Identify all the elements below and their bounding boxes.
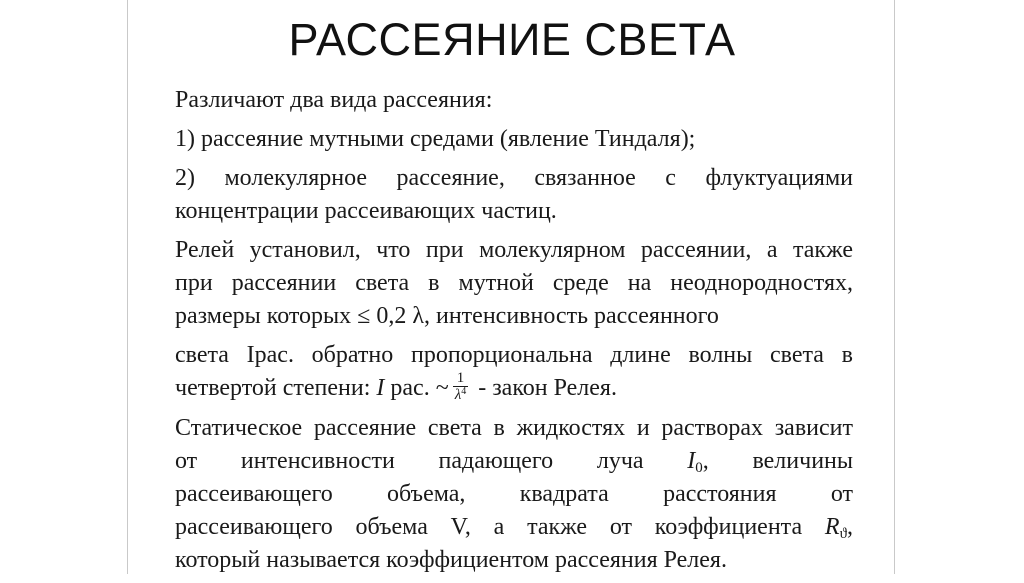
static-line2-comma: , величины (702, 447, 854, 474)
inverse-lambda-fraction (453, 370, 469, 403)
i0-letter: I (687, 447, 696, 474)
incident-intensity-symbol (687, 448, 853, 474)
intensity-prefix: четвертой степени: (175, 375, 371, 401)
slide (127, 0, 895, 574)
intensity-line2 (175, 369, 853, 406)
lambda-symbol: λ (454, 386, 462, 403)
static-line2 (175, 445, 853, 478)
static-line2-text: от интенсивности падающего луча (175, 447, 644, 474)
rayleigh-line1: Релей установил, что при молекулярном рассеянии, а также (175, 237, 853, 263)
rayleigh-law-label: - закон Релея. (478, 375, 617, 401)
slide-title: РАССЕЯНИЕ СВЕТА (288, 14, 736, 65)
rayleigh-paragraph (175, 234, 853, 333)
fraction-denominator (453, 387, 469, 403)
intensity-paragraph (175, 339, 853, 406)
scattering-type-2-line2: концентрации рассеивающих частиц. (175, 198, 557, 224)
intro-text: Различают два вида рассеяния: (175, 87, 493, 113)
rayleigh-line2: при рассеянии света в мутной среде на неоднородностях, (175, 270, 853, 296)
r-letter: R (824, 513, 840, 540)
rayleigh-coefficient-symbol (825, 514, 853, 540)
intensity-line1: света Iрас. обратно пропорциональна длине волны света в (175, 342, 853, 368)
i0-subscript: 0 (695, 459, 703, 476)
rayleigh-line3: размеры которых ≤ 0,2 λ, интенсивность рассеянного (175, 303, 719, 329)
static-line4-text: рассеивающего объема V, а также от коэффициента (175, 513, 803, 540)
static-line3: рассеивающего объема, квадрата расстояния от (175, 480, 853, 507)
static-scattering-paragraph (175, 412, 853, 577)
static-line4 (175, 511, 853, 544)
scattering-type-1: 1) рассеяние мутными средами (явление Тиндаля); (175, 126, 696, 152)
scattering-type-2 (175, 162, 853, 228)
scattering-type-2-line1: 2) молекулярное рассеяние, связанное с флуктуациями (175, 165, 853, 191)
intensity-symbol: I (376, 375, 385, 401)
static-line5: который называется коэффициентом рассеяния Релея. (175, 546, 727, 573)
fraction-numerator: 1 (453, 370, 469, 387)
lambda-exponent: 4 (461, 385, 467, 397)
static-line4-comma: , (847, 513, 854, 540)
static-line1: Статическое рассеяние света в жидкостях и растворах зависит (175, 414, 853, 441)
intensity-ras: рас. ~ (390, 375, 449, 401)
r-subscript: ϑ (839, 525, 848, 542)
slide-content (175, 84, 853, 583)
